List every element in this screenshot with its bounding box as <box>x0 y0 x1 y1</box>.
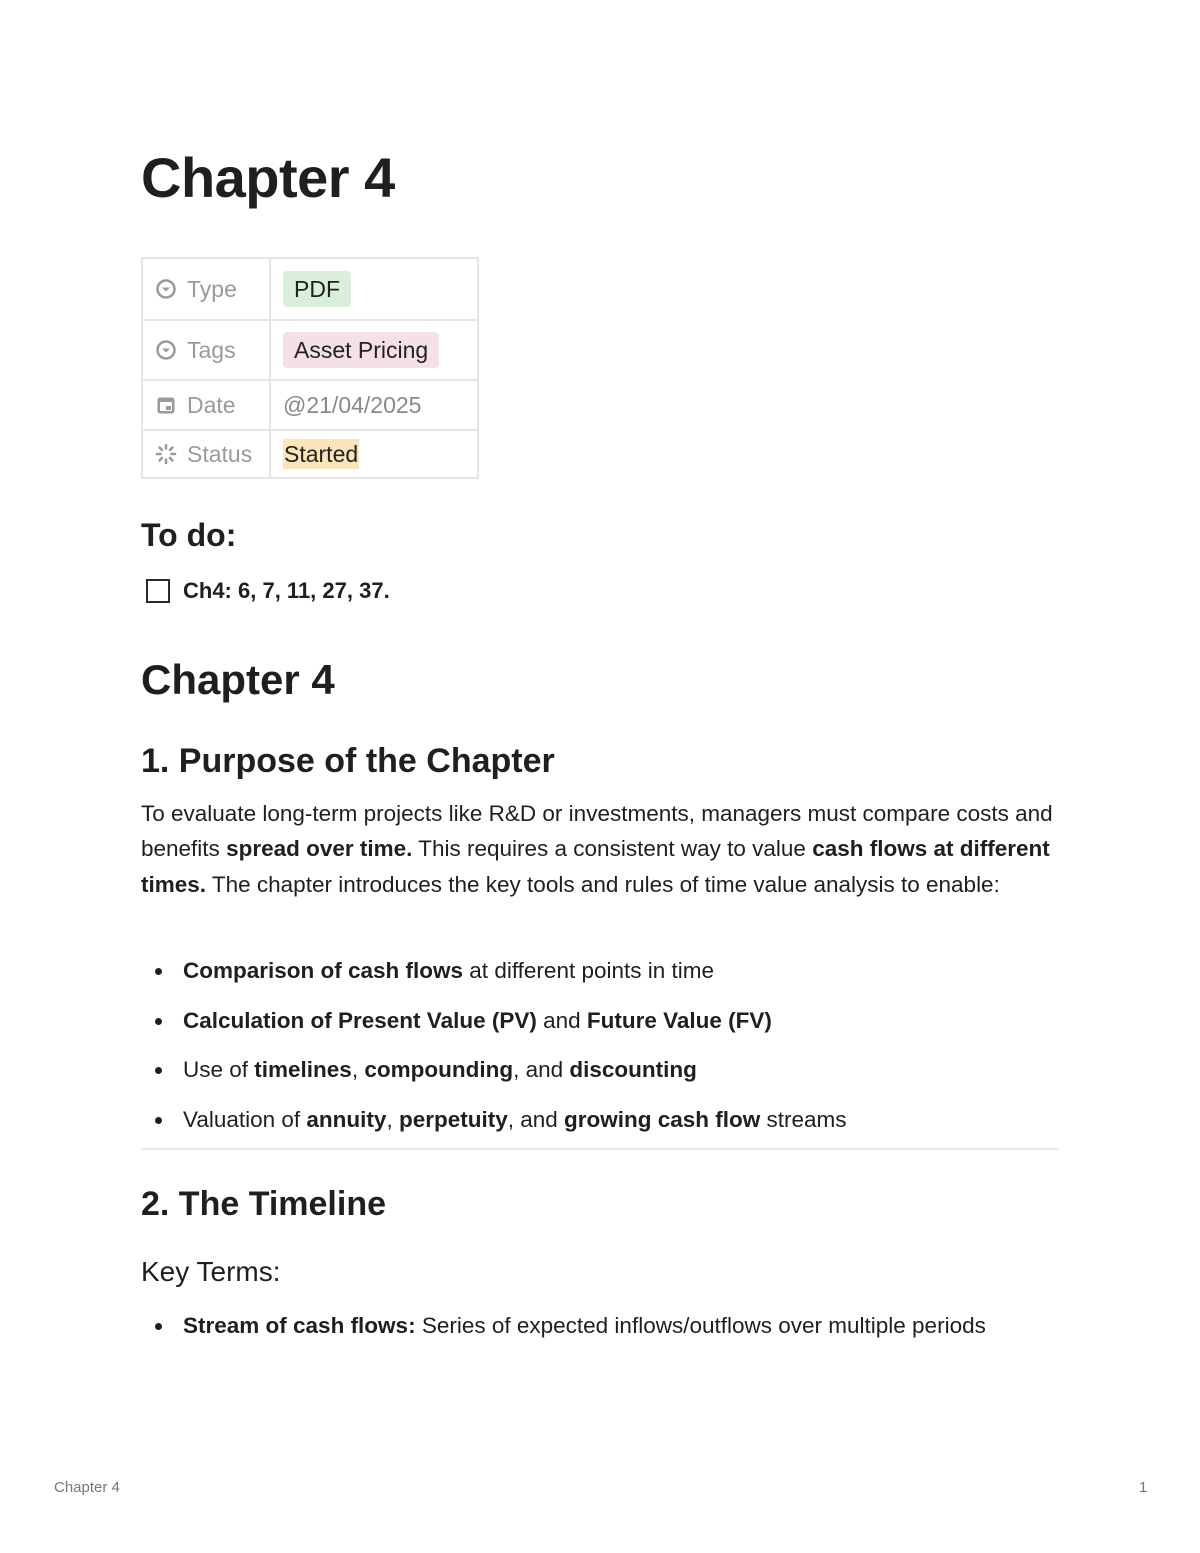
todo-checkbox[interactable] <box>146 579 170 603</box>
bullet-dot <box>155 1323 162 1330</box>
todo-label: Ch4: 6, 7, 11, 27, 37. <box>183 578 390 603</box>
property-row-type <box>142 258 478 320</box>
bullet-dot <box>155 1018 162 1025</box>
calendar-icon <box>155 394 177 416</box>
section-title: Chapter 4 <box>141 656 335 703</box>
property-row-status <box>142 430 478 478</box>
section1-paragraph: To evaluate long-term projects like R&D or investments, managers must compare costs and benefits spread over time. This requires a consistent way to value cash flows at different times. The chapter introduces the key tools and rules of time value analysis to enable: <box>141 801 1053 897</box>
select-icon <box>155 278 177 300</box>
bullet-dot <box>155 968 162 975</box>
footer-title: Chapter 4 <box>54 1479 120 1496</box>
property-row-date <box>142 380 478 430</box>
list-item: Stream of cash flows: Series of expected inflows/outflows over multiple periods <box>141 1308 1043 1344</box>
type-tag[interactable]: PDF <box>283 271 351 307</box>
page-number: 1 <box>1139 1479 1148 1496</box>
section2-bullets <box>141 1308 1043 1344</box>
section1-heading: 1. Purpose of the Chapter <box>141 742 555 780</box>
status-badge[interactable]: Started <box>284 440 359 467</box>
property-key: Tags <box>187 336 236 363</box>
property-key: Status <box>187 440 253 467</box>
section2-heading: 2. The Timeline <box>141 1185 387 1223</box>
page-title: Chapter 4 <box>141 146 395 209</box>
bullet-dot <box>155 1067 162 1074</box>
list-item: Valuation of annuity, perpetuity, and growing cash flow streams <box>141 1104 847 1154</box>
property-row-tags <box>142 320 478 380</box>
property-key: Type <box>187 275 237 302</box>
todo-item <box>146 578 390 604</box>
list-item: Use of timelines, compounding, and discounting <box>141 1054 847 1104</box>
divider <box>141 1148 1059 1150</box>
multi-select-icon <box>155 339 177 361</box>
property-key: Date <box>187 391 236 418</box>
section1-bullets <box>141 955 847 1153</box>
section2-subheading: Key Terms: <box>141 1256 281 1287</box>
list-item: Comparison of cash flows at different points in time <box>141 955 847 1005</box>
todo-heading: To do: <box>141 517 237 553</box>
tags-tag[interactable]: Asset Pricing <box>283 332 439 368</box>
status-icon <box>155 443 177 465</box>
properties-table <box>141 257 479 479</box>
bullet-dot <box>155 1117 162 1124</box>
list-item: Calculation of Present Value (PV) and Future Value (FV) <box>141 1005 847 1055</box>
date-value[interactable]: @21/04/2025 <box>283 391 422 418</box>
